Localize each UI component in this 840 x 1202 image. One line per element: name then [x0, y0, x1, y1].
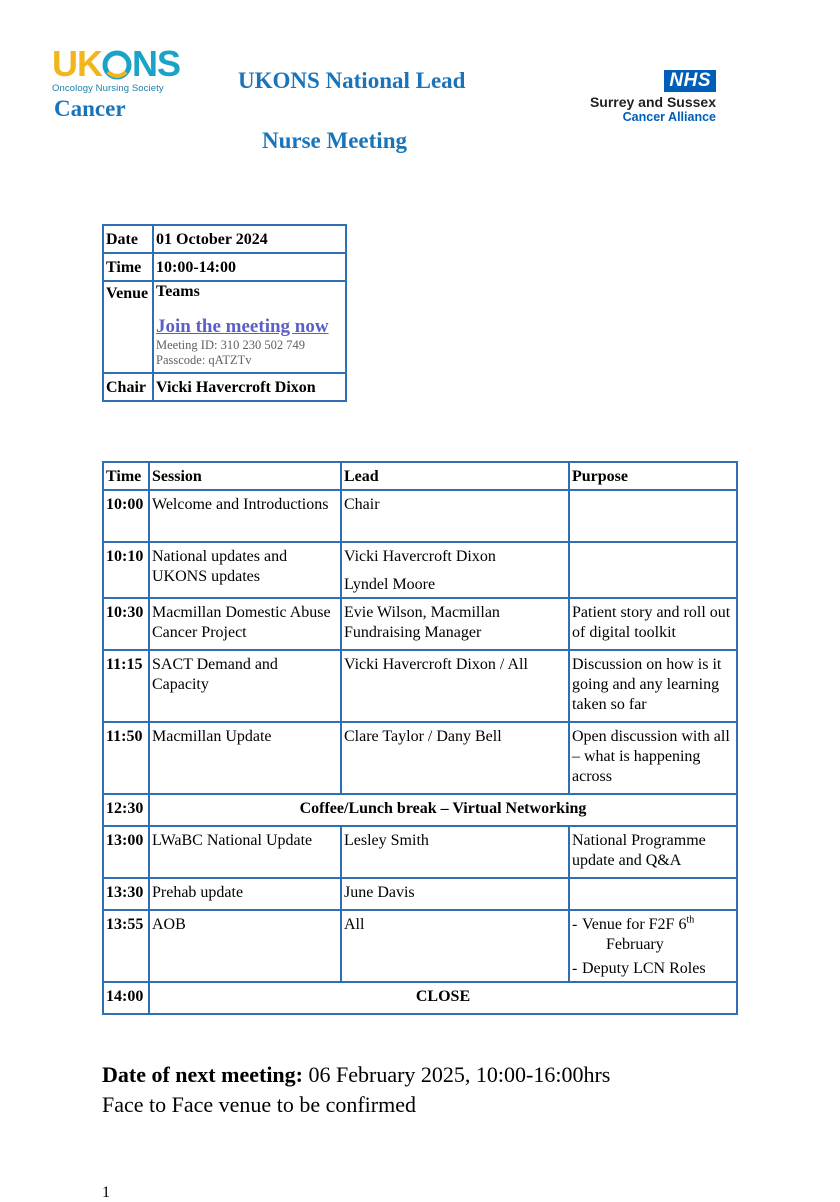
- agenda-row: [103, 878, 737, 910]
- time-value: 10:00-14:00: [153, 253, 346, 281]
- venue-label: Venue: [103, 281, 153, 373]
- header-lead: Lead: [341, 462, 569, 490]
- row-lead: [341, 542, 569, 598]
- row-session: Prehab update: [149, 878, 341, 910]
- row-purpose: [569, 542, 737, 598]
- ukons-logo-ns: NS: [132, 43, 181, 84]
- next-meeting-date: 06 February 2025, 10:00-16:00hrs: [303, 1062, 611, 1087]
- row-purpose: [569, 910, 737, 982]
- chair-row: [103, 373, 346, 401]
- row-session: National updates and UKONS updates: [149, 542, 341, 598]
- nhs-org-name: Surrey and Sussex: [589, 94, 716, 110]
- ukons-logo-wordmark: [52, 43, 182, 84]
- agenda-row: [103, 490, 737, 542]
- date-label: Date: [103, 225, 153, 253]
- row-lead: Chair: [341, 490, 569, 542]
- chair-value: Vicki Havercroft Dixon: [153, 373, 346, 401]
- row-time: 13:30: [103, 878, 149, 910]
- nhs-badge: NHS: [664, 70, 716, 92]
- row-purpose: Open discussion with all – what is happening across: [569, 722, 737, 794]
- title-line-2: Nurse Meeting: [262, 128, 407, 153]
- agenda-row: [103, 598, 737, 650]
- row-lead-line: Lyndel Moore: [344, 576, 436, 593]
- row-purpose: [569, 878, 737, 910]
- meeting-details-table: [102, 224, 347, 402]
- break-label: Coffee/Lunch break – Virtual Networking: [149, 794, 737, 826]
- next-meeting-block: [102, 1060, 610, 1120]
- row-lead-line: Vicki Havercroft Dixon: [344, 548, 496, 565]
- ukons-tagline: Oncology Nursing Society: [52, 83, 164, 94]
- row-lead: All: [341, 910, 569, 982]
- next-meeting-label: Date of next meeting:: [102, 1062, 303, 1087]
- cancer-heading: Cancer: [54, 96, 126, 121]
- venue-cell: [153, 281, 346, 373]
- row-time: 13:00: [103, 826, 149, 878]
- agenda-row: [103, 910, 737, 982]
- nhs-logo: [590, 70, 716, 124]
- row-lead: Clare Taylor / Dany Bell: [341, 722, 569, 794]
- row-lead: Evie Wilson, Macmillan Fundraising Manager: [341, 598, 569, 650]
- title-line-1: UKONS National Lead: [238, 68, 466, 93]
- header-time: Time: [103, 462, 149, 490]
- row-purpose: Discussion on how is it going and any learning taken so far: [569, 650, 737, 722]
- purpose-bullet: - Venue for F2F 6th February: [572, 914, 695, 953]
- venue-note: Face to Face venue to be confirmed: [102, 1092, 416, 1117]
- row-time: 10:30: [103, 598, 149, 650]
- agenda-break-row: [103, 794, 737, 826]
- row-time: 14:00: [103, 982, 149, 1014]
- page-number: 1: [102, 1184, 110, 1201]
- venue-row: [103, 281, 346, 373]
- row-session: Welcome and Introductions: [149, 490, 341, 542]
- row-time: 11:15: [103, 650, 149, 722]
- row-time: 11:50: [103, 722, 149, 794]
- agenda-row: [103, 826, 737, 878]
- date-row: [103, 225, 346, 253]
- time-row: [103, 253, 346, 281]
- close-label: CLOSE: [149, 982, 737, 1014]
- venue-value: Teams: [156, 283, 200, 300]
- nhs-org-subname: Cancer Alliance: [622, 110, 716, 124]
- agenda-header-row: [103, 462, 737, 490]
- agenda-row: [103, 542, 737, 598]
- meeting-passcode: Passcode: qATZTv: [156, 353, 252, 367]
- next-meeting-line: [102, 1060, 610, 1090]
- ukons-logo-o-icon: [102, 50, 132, 80]
- row-lead: Vicki Havercroft Dixon / All: [341, 650, 569, 722]
- agenda-row: [103, 722, 737, 794]
- agenda-row: [103, 650, 737, 722]
- row-session: Macmillan Update: [149, 722, 341, 794]
- row-time: 10:00: [103, 490, 149, 542]
- join-meeting-link[interactable]: Join the meeting now: [156, 316, 329, 337]
- row-session: LWaBC National Update: [149, 826, 341, 878]
- row-purpose: [569, 490, 737, 542]
- time-label: Time: [103, 253, 153, 281]
- header-session: Session: [149, 462, 341, 490]
- row-purpose: National Programme update and Q&A: [569, 826, 737, 878]
- row-time: 13:55: [103, 910, 149, 982]
- purpose-bullet: - Deputy LCN Roles: [572, 960, 706, 977]
- header-purpose: Purpose: [569, 462, 737, 490]
- agenda-close-row: [103, 982, 737, 1014]
- meeting-id: Meeting ID: 310 230 502 749: [156, 338, 305, 352]
- row-lead: June Davis: [341, 878, 569, 910]
- date-value: 01 October 2024: [153, 225, 346, 253]
- ukons-logo-uk: UK: [52, 43, 102, 84]
- row-time: 10:10: [103, 542, 149, 598]
- row-purpose: Patient story and roll out of digital toolkit: [569, 598, 737, 650]
- row-time: 12:30: [103, 794, 149, 826]
- row-session: AOB: [149, 910, 341, 982]
- chair-label: Chair: [103, 373, 153, 401]
- row-lead: Lesley Smith: [341, 826, 569, 878]
- ukons-logo: [52, 43, 182, 96]
- row-session: Macmillan Domestic Abuse Cancer Project: [149, 598, 341, 650]
- agenda-table: [102, 461, 738, 1015]
- row-session: SACT Demand and Capacity: [149, 650, 341, 722]
